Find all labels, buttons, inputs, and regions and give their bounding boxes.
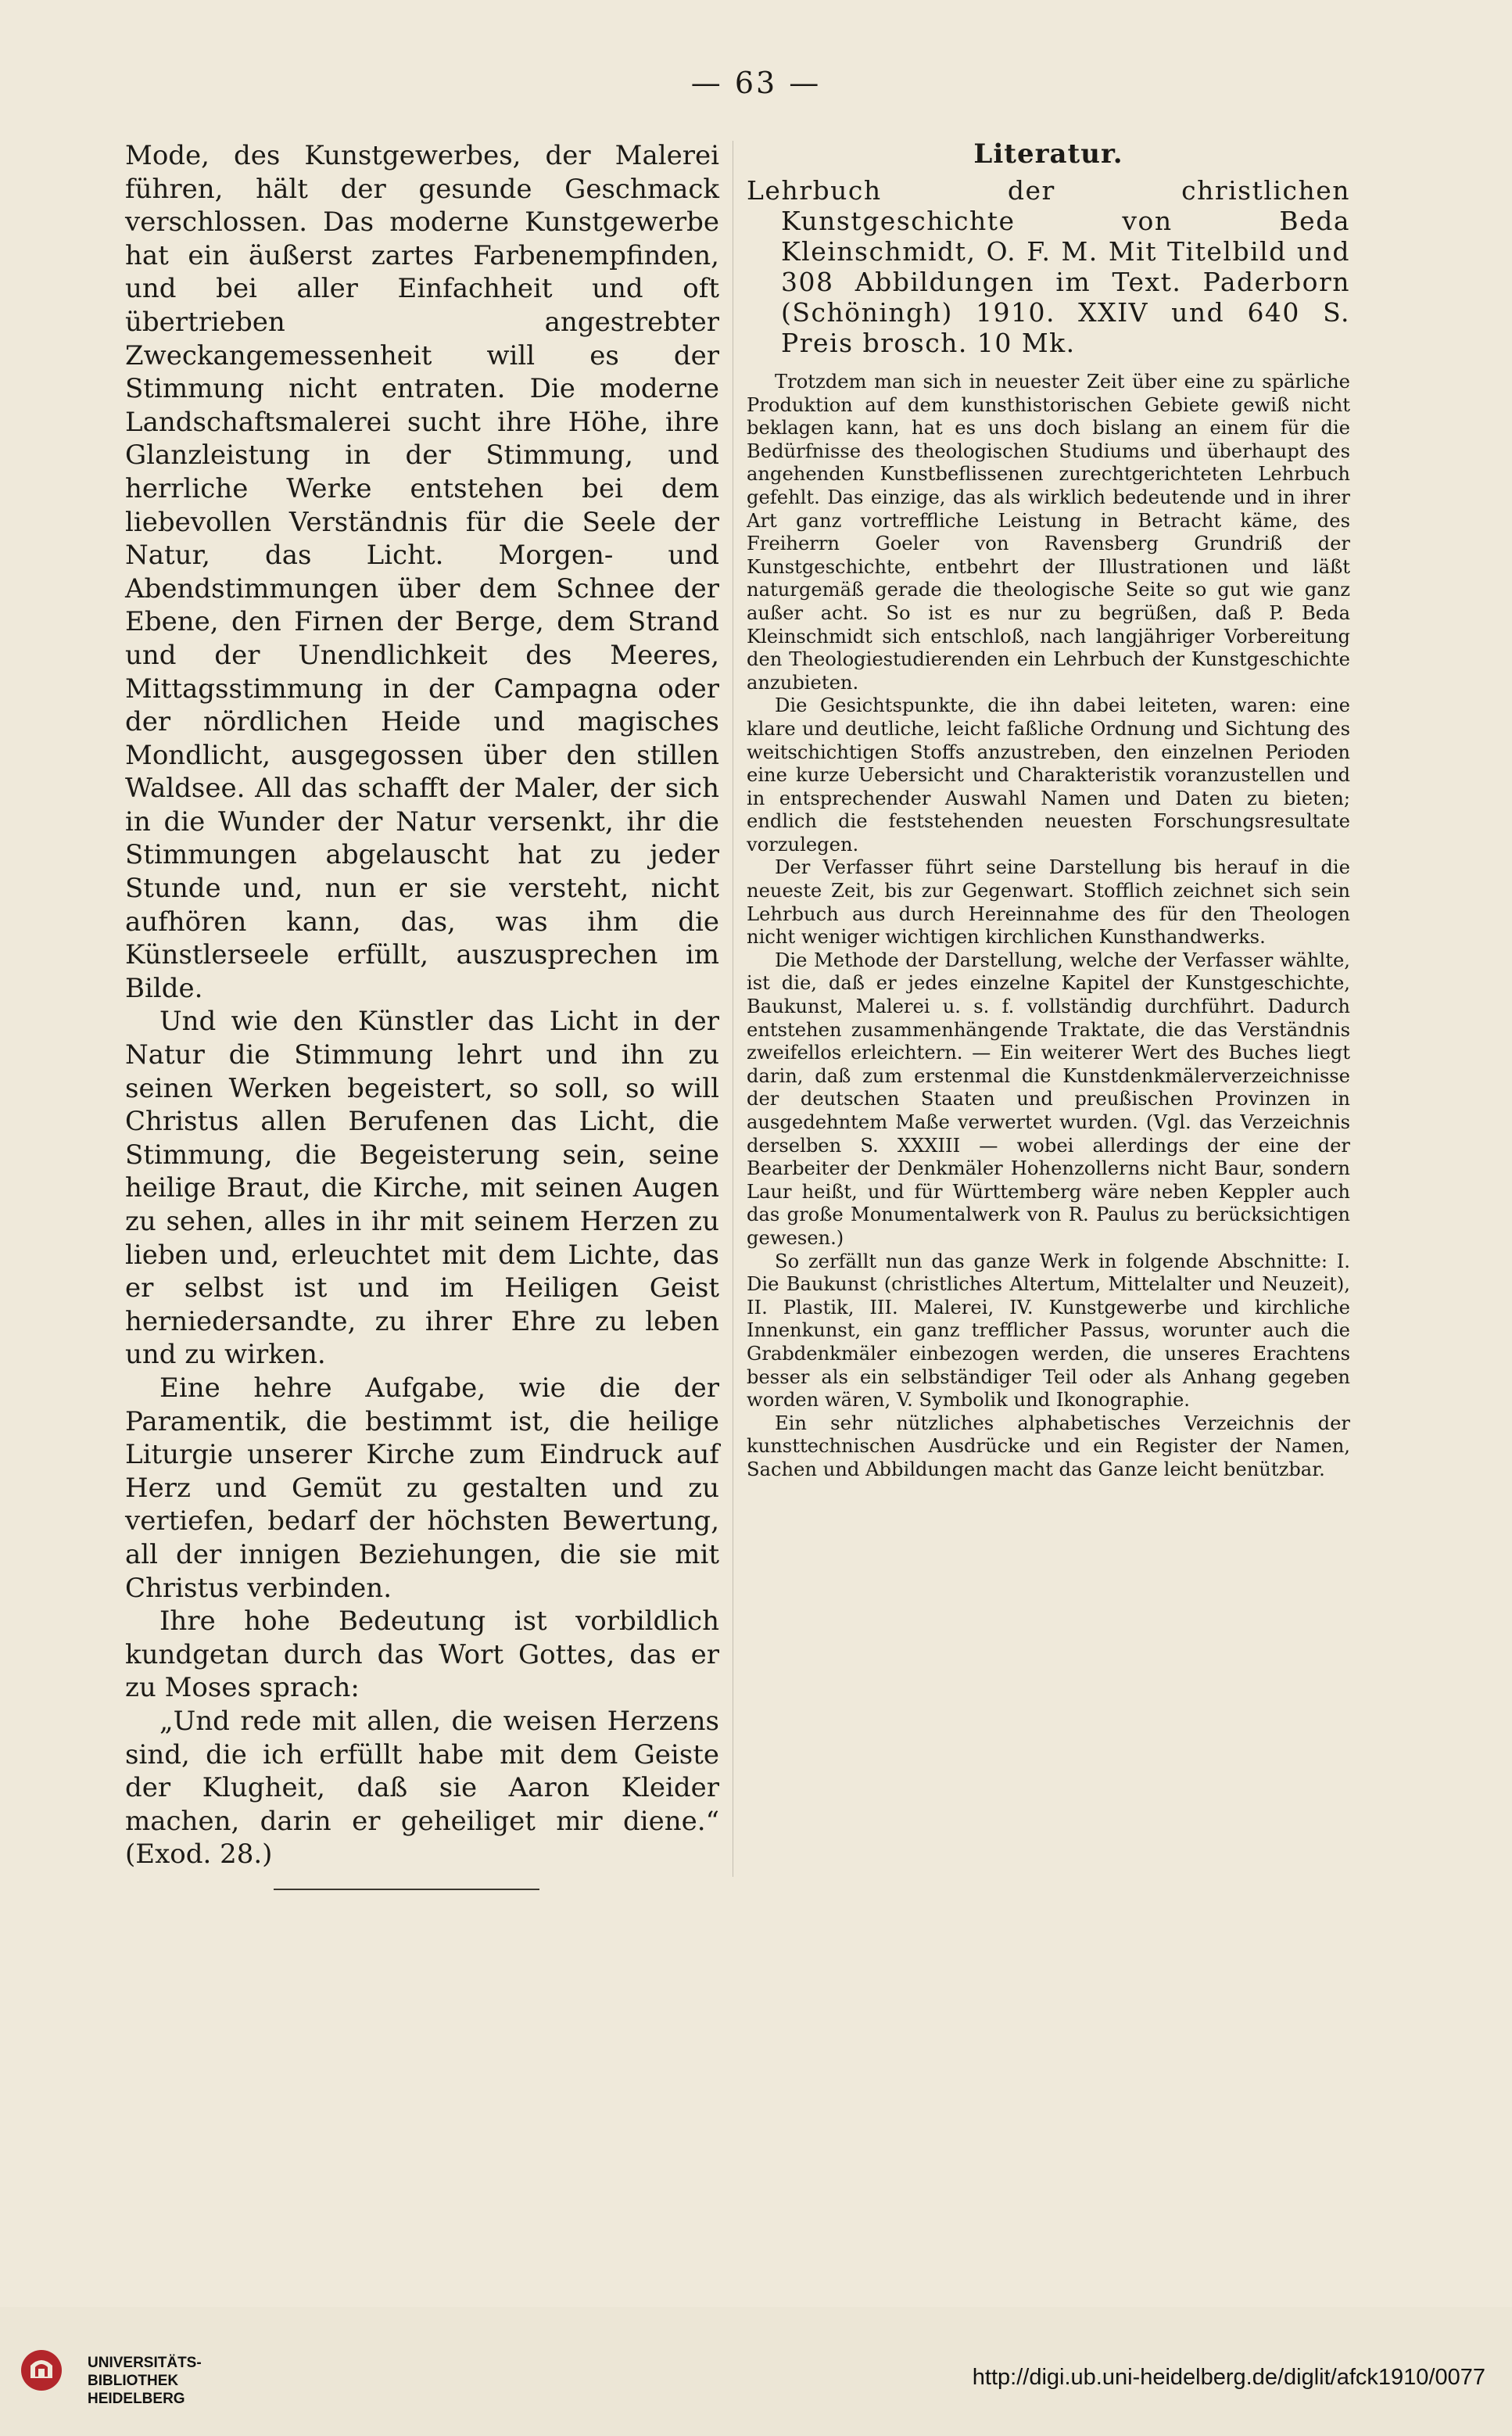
bibliography-entry: Lehrbuch der christlichen Kunstgeschichte von Beda Kleinschmidt, O. F. M. Mit Titelbild und 308 Abbildungen im Text. Paderborn (Schöningh) 1910. XXIV und 640 S. Preis brosch. 10 Mk.: [747, 175, 1350, 358]
review-paragraph-4: Die Methode der Darstellung, welche der Verfasser wählte, ist die, daß er jedes einzelne Kapitel der Kunstgeschichte, Baukunst, Malerei u. s. f. vollständig durchführt. Dadurch entstehen zusammenhängende Traktate, die das Verständnis zweifellos erleichtern. — Ein weiterer Wert des Buches liegt darin, daß zum erstenmal die Kunstdenkmälerverzeichnisse der deutschen Staaten und preußischen Provinzen in ausgedehntem Maße verwertet wurden. (Vgl. das Verzeichnis derselben S. XXXIII — wobei allerdings der eine der Bearbeiter der Denkmäler Hohenzollerns nicht Baur, sondern Laur heißt, und für Württemberg wäre neben Keppler auch das große Monumentalwerk von R. Paulus zu berücksichtigen gewesen.): [747, 949, 1350, 1249]
review-paragraph-1: Trotzdem man sich in neuester Zeit über eine zu spärliche Produktion auf dem kunsthistorischen Gebiete gewiß nicht beklagen kann, hat es uns doch bislang an einem für die Bedürfnisse des theologischen Studiums und überhaupt des angehenden Kunstbeflissenen zurechtgerichteten Lehrbuch gefehlt. Das einzige, das als wirklich bedeutende und in ihrer Art ganz vortreffliche Leistung in Betracht käme, des Freiherrn Goeler von Ravensberg Grundriß der Kunstgeschichte, entbehrt der Illustrationen und läßt naturgemäß gerade die theologische Seite so gut wie ganz außer acht. So ist es nur zu begrüßen, daß P. Beda Kleinschmidt sich entschloß, nach langjähriger Vorbereitung den Theologiestudierenden ein Lehrbuch der Kunstgeschichte anzubieten.: [747, 371, 1350, 694]
literature-heading: Literatur.: [973, 138, 1123, 170]
institution-line-2: BIBLIOTHEK: [88, 2373, 179, 2389]
left-paragraph-4: Ihre hohe Bedeutung ist vorbildlich kundgetan durch das Wort Gottes, das er zu Moses sprach:: [125, 1605, 719, 1704]
left-paragraph-3: Eine hehre Aufgabe, wie die der Paramentik, die bestimmt ist, die heilige Liturgie unserer Kirche zum Eindruck auf Herz und Gemüt zu gestalten und zu vertiefen, bedarf der höchsten Bewertung, all der innigen Beziehungen, die sie mit Christus verbinden.: [125, 1372, 719, 1604]
page-number: — 63 —: [690, 66, 822, 100]
institution-line-1: UNIVERSITÄTS-: [88, 2355, 202, 2371]
review-paragraph-2: Die Gesichtspunkte, die ihn dabei leiteten, waren: eine klare und deutliche, leicht faßliche Ordnung und Sichtung des weitschichtigen Stoffs anzustreben, den einzelnen Perioden eine kurze Uebersicht und Charakteristik voranzustellen und in entsprechender Auswahl Namen und Daten zu bieten; endlich die feststehenden neuesten Forschungsresultate vorzulegen.: [747, 694, 1350, 856]
review-paragraph-6: Ein sehr nützliches alphabetisches Verzeichnis der kunsttechnischen Ausdrücke und ein Register der Namen, Sachen und Abbildungen macht das Ganze leicht benützbar.: [747, 1412, 1350, 1480]
left-paragraph-2: Und wie den Künstler das Licht in der Natur die Stimmung lehrt und ihn zu seinen Werken begeistert, so soll, so will Christus allen Berufenen das Licht, die Stimmung, die Begeisterung sein, seine heilige Braut, die Kirche, mit seinen Augen zu sehen, alles in ihr mit seinem Herzen zu lieben und, erleuchtet mit dem Lichte, das er selbst ist und im Heiligen Geist herniedersandte, zu ihrer Ehre zu leben und zu wirken.: [125, 1006, 719, 1371]
institution-name: [88, 2354, 202, 2408]
section-end-rule: [274, 1889, 539, 1890]
left-column: [125, 139, 719, 1890]
left-paragraph-1: Mode, des Kunstgewerbes, der Malerei führen, hält der gesunde Geschmack verschlossen. Das moderne Kunstgewerbe hat ein äußerst zartes Farbenempfinden, und bei aller Einfachheit und oft übertrieben angestrebter Zweckangemessenheit will es der Stimmung nicht entraten. Die moderne Landschaftsmalerei sucht ihre Höhe, ihre Glanzleistung in der Stimmung, und herrliche Werke entstehen bei dem liebevollen Verständnis für die Seele der Natur, das Licht. Morgen- und Abendstimmungen über dem Schnee der Ebene, den Firnen der Berge, dem Strand und der Unendlichkeit des Meeres, Mittagsstimmung in der Campagna oder der nördlichen Heide und magisches Mondlicht, ausgegossen über den stillen Waldsee. All das schafft der Maler, der sich in die Wunder der Natur versenkt, ihr die Stimmungen abgelauscht hat zu jeder Stunde und, nun er sie versteht, nicht aufhören kann, das, was ihm die Künstlerseele erfüllt, auszusprechen im Bilde.: [125, 140, 719, 1004]
review-paragraph-5: So zerfällt nun das ganze Werk in folgende Abschnitte: I. Die Baukunst (christliches Altertum, Mittelalter und Neuzeit), II. Plastik, III. Malerei, IV. Kunstgewerbe und kirchliche Innenkunst, ein ganz trefflicher Passus, worunter auch die Grabdenkmäler einbezogen werden, die unseres Erachtens besser als ein selbständiger Teil oder als Anhang gegeben worden wären, V. Symbolik und Ikonographie.: [747, 1250, 1350, 1412]
left-quote-paragraph: „Und rede mit allen, die weisen Herzens sind, die ich erfüllt habe mit dem Geiste der Klugheit, daß sie Aaron Kleider machen, darin er geheiliget mir diene.“ (Exod. 28.): [125, 1705, 719, 1871]
university-seal-icon: [20, 2348, 63, 2392]
institution-line-3: HEIDELBERG: [88, 2391, 185, 2407]
permalink-url[interactable]: http://digi.ub.uni-heidelberg.de/diglit/afck1910/0077: [972, 2365, 1485, 2390]
review-paragraph-3: Der Verfasser führt seine Darstellung bis herauf in die neueste Zeit, bis zur Gegenwart. Stofflich zeichnet sich sein Lehrbuch aus durch Hereinnahme des für den Theologen nicht weniger wichtigen kirchlichen Kunsthandwerks.: [747, 856, 1350, 949]
right-column: [747, 138, 1350, 1482]
